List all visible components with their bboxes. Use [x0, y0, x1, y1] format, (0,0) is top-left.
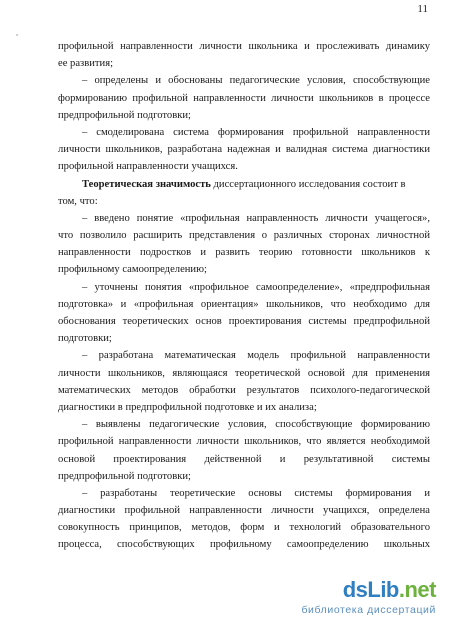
scan-speck: [16, 34, 18, 36]
page-number: 11: [417, 3, 428, 15]
watermark-logo-main: dsLib: [342, 577, 399, 602]
text-line: личности школьников, разработана надежная и валидная система диагностики: [58, 144, 430, 156]
text-line: предпрофильной подготовки;: [58, 470, 191, 482]
text-line: профильной направленности личности школьника и прослеживать динамику: [58, 41, 430, 52]
list-item: – уточнены понятия «профильное самоопределение», «предпрофильная: [82, 281, 430, 293]
text-line: диагностики в предпрофильной подготовке и их анализа;: [58, 401, 317, 413]
section-heading: Теоретическая значимость: [82, 178, 211, 190]
list-item: – разработана математическая модель профильной направленности: [82, 350, 430, 362]
text-line: процесса, способствующих профильному самоопределению школьных: [58, 539, 430, 551]
text-line: диагностики профильной направленности личности учащихся, определена: [58, 505, 430, 517]
text-line: обоснования теоретических основ проектирования системы предпрофильной: [58, 316, 430, 327]
watermark-logo: [343, 577, 436, 603]
watermark-subtitle: библиотека диссертаций: [301, 604, 436, 616]
text-line: математических методов обработки результатов психолого-педагогической: [58, 384, 430, 396]
text-line: что позволило расширить представления о различных сторонах личностной: [58, 230, 430, 242]
text-line: предпрофильной подготовки;: [58, 109, 191, 121]
section-lead: [58, 176, 430, 193]
watermark-logo-suffix: .net: [398, 577, 436, 602]
list-item: – определены и обоснованы педагогические условия, способствующие: [82, 75, 430, 87]
list-item: – выявлены педагогические условия, способствующие формированию: [82, 419, 430, 431]
text-line: личности школьников, являющаяся теоретической основой для применения: [58, 367, 430, 379]
text-line: том, что:: [58, 195, 98, 207]
text-line: профильной направленности личности школьников, что является необходимой: [58, 436, 430, 448]
text-line: основой проектирования действенной и результативной системы: [58, 453, 430, 465]
watermark: [260, 577, 440, 617]
text-line: профильному самоопределению;: [58, 264, 207, 276]
list-item: – введено понятие «профильная направленность личности учащегося»,: [82, 212, 430, 224]
list-item: – смоделирована система формирования профильной направленности: [82, 126, 430, 138]
text-line: ее развития;: [58, 58, 114, 70]
list-item: – разработаны теоретические основы системы формирования и: [82, 487, 430, 499]
text-line: формированию профильной направленности личности школьников в процессе: [58, 92, 430, 104]
text-line: совокупность принципов, методов, форм и технологий образовательного: [58, 522, 430, 534]
text-line: подготовка» и «профильная ориентация» школьников, что необходимо для: [58, 298, 430, 310]
text-line: направленности подростков и развить теорию готовности школьников к: [58, 247, 430, 259]
scan-speck: [398, 139, 402, 140]
section-lead-text: диссертационного исследования состоит в: [210, 178, 406, 190]
text-line: подготовки;: [58, 333, 112, 345]
document-body: [58, 38, 430, 554]
text-line: профильной направленности учащихся.: [58, 161, 238, 173]
